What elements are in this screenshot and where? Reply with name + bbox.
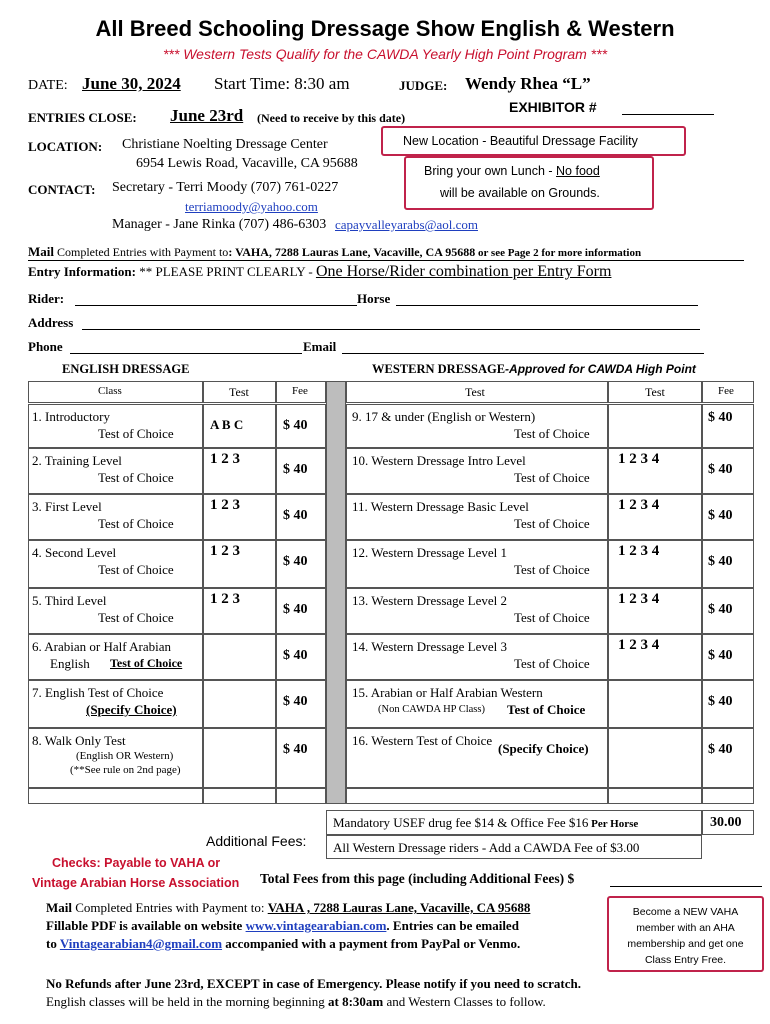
- fillable-pdf-line: Fillable PDF is available on website www.vintagearabian.com. Entries can be emailed: [46, 918, 519, 933]
- western-class-name: 11. Western Dressage Basic Level: [352, 499, 529, 514]
- english-test-cell: [203, 404, 276, 448]
- western-class-cell: [346, 588, 608, 634]
- email-label: Email: [303, 339, 337, 354]
- english-class-header: [28, 381, 203, 403]
- additional-fees-label: Additional Fees:: [206, 833, 307, 849]
- english-fee-header: [276, 381, 326, 403]
- western-test-options: 1 2 3 4: [618, 497, 660, 513]
- english-class-name: 8. Walk Only Test: [32, 733, 126, 748]
- start-time: Start Time: 8:30 am: [214, 74, 350, 93]
- western-class-name: 9. 17 & under (English or Western): [352, 409, 536, 424]
- entry-info-line: Entry Information: ** PLEASE PRINT CLEARLY - One Horse/Rider combination per Entry Form: [28, 263, 612, 280]
- english-fee-cell: [276, 404, 326, 448]
- horse-field[interactable]: [396, 305, 698, 306]
- western-fee-value: $ 40: [708, 554, 733, 569]
- english-empty-cell: [203, 788, 276, 804]
- manager-line: Manager - Jane Rinka (707) 486-6303: [112, 217, 327, 232]
- western-class-name: 16. Western Test of Choice: [352, 733, 493, 748]
- refunds-policy: No Refunds after June 23rd, EXCEPT in case of Emergency. Please notify if you need to scratch.: [46, 976, 582, 991]
- english-class-cell: [28, 404, 203, 448]
- usef-fee-amount: 30.00: [710, 815, 742, 830]
- western-class-cell: [346, 448, 608, 494]
- english-empty-cell: [28, 788, 203, 804]
- rider-field[interactable]: [75, 305, 357, 306]
- location-line-1: Christiane Noelting Dressage Center: [122, 137, 328, 152]
- english-class-cell: [28, 680, 203, 728]
- western-fee-value: $ 40: [708, 742, 733, 757]
- judge-value: Wendy Rhea “L”: [465, 74, 591, 93]
- contact-secretary: Secretary - Terri Moody (707) 761-0227: [112, 180, 339, 195]
- western-fee-value: $ 40: [708, 508, 733, 523]
- western-test-cell: [608, 448, 702, 494]
- english-class-detail: Test of Choice: [98, 516, 174, 531]
- western-test-header: [346, 381, 608, 403]
- western-fee-cell: [702, 634, 754, 680]
- western-class-detail: Test of Choice: [514, 656, 590, 671]
- english-test-col-label: Test: [229, 385, 249, 399]
- english-fee-value: $ 40: [283, 602, 308, 617]
- english-fee-cell: [276, 588, 326, 634]
- address-label: Address: [28, 315, 74, 330]
- entries-email-link[interactable]: Vintagearabian4@gmail.com: [59, 936, 223, 951]
- western-class-detail: Test of Choice: [514, 562, 590, 577]
- western-fee-col-label: Fee: [718, 385, 734, 397]
- western-class-note: (Non CAWDA HP Class): [378, 704, 485, 715]
- english-class-name: 7. English Test of Choice: [32, 685, 164, 700]
- english-heading: ENGLISH DRESSAGE: [62, 362, 190, 376]
- english-fee-cell: [276, 634, 326, 680]
- page-subtitle: *** Western Tests Qualify for the CAWDA Yearly High Point Program ***: [162, 46, 608, 62]
- western-class-cell: [346, 680, 608, 728]
- english-empty-cell: [276, 788, 326, 804]
- date-label: DATE:: [28, 78, 68, 93]
- aha-line-1: Become a NEW VAHA: [632, 906, 739, 918]
- english-class-detail: Test of Choice: [98, 470, 174, 485]
- website-link[interactable]: www.vintagearabian.com: [245, 918, 387, 933]
- english-test-options: 1 2 3: [210, 497, 240, 513]
- total-fees-label: Total Fees from this page (including Additional Fees) $: [260, 871, 575, 886]
- contact-label: CONTACT:: [28, 182, 96, 197]
- english-fee-cell: [276, 494, 326, 540]
- english-test-cell: [203, 494, 276, 540]
- english-fee-value: $ 40: [283, 554, 308, 569]
- secretary-email-link[interactable]: terriamoody@yahoo.com: [185, 199, 318, 214]
- cawda-fee-row: [326, 835, 702, 859]
- western-fee-cell: [702, 540, 754, 588]
- western-test-options: 1 2 3 4: [618, 591, 660, 607]
- english-class-cell: [28, 588, 203, 634]
- checks-payable-line-1: Checks: Payable to VAHA or: [52, 856, 221, 870]
- usef-fee-amount-cell: [702, 810, 754, 835]
- total-fees-field[interactable]: [610, 886, 762, 887]
- western-test-num-header: [608, 381, 702, 403]
- western-class-cell: [346, 540, 608, 588]
- western-class-cell: [346, 404, 608, 448]
- english-fee-cell: [276, 448, 326, 494]
- western-test-cell: [608, 540, 702, 588]
- western-class-name: 15. Arabian or Half Arabian Western: [352, 685, 543, 700]
- english-class-name: 1. Introductory: [32, 409, 110, 424]
- western-fee-value: $ 40: [708, 694, 733, 709]
- exhibitor-label: EXHIBITOR #: [509, 99, 597, 115]
- aha-line-3: membership and get one: [627, 938, 744, 950]
- western-class-name: 13. Western Dressage Level 2: [352, 593, 508, 608]
- location-label: LOCATION:: [28, 139, 103, 154]
- judge-label: JUDGE:: [399, 78, 448, 93]
- western-class-detail: Test of Choice: [514, 516, 590, 531]
- western-class-name: 12. Western Dressage Level 1: [352, 545, 508, 560]
- english-test-cell: [203, 588, 276, 634]
- western-test-cell: [608, 588, 702, 634]
- western-test-col-label: Test: [465, 385, 485, 399]
- english-test-options: 1 2 3: [210, 591, 240, 607]
- english-test-cell: [203, 728, 276, 788]
- western-fee-value: $ 40: [708, 462, 733, 477]
- english-fee-value: $ 40: [283, 418, 308, 433]
- exhibitor-number-line[interactable]: [622, 114, 714, 115]
- english-class-name: 4. Second Level: [32, 545, 117, 560]
- western-class-detail: Test of Choice: [514, 470, 590, 485]
- english-class-detail: (English OR Western): [76, 750, 174, 762]
- western-test-options: 1 2 3 4: [618, 543, 660, 559]
- western-class-detail-bold: Test of Choice: [507, 702, 586, 717]
- english-class-detail: English: [50, 656, 90, 671]
- location-line-2: 6954 Lewis Road, Vacaville, CA 95688: [136, 156, 358, 171]
- aha-membership-box: [607, 896, 764, 972]
- email-entries-line: to Vintagearabian4@gmail.com accompanied with a payment from PayPal or Venmo.: [46, 936, 521, 951]
- english-test-cell: [203, 680, 276, 728]
- english-class-col-label: Class: [98, 385, 122, 397]
- english-fee-cell: [276, 680, 326, 728]
- english-class-cell: [28, 634, 203, 680]
- western-fee-cell: [702, 494, 754, 540]
- english-fee-cell: [276, 540, 326, 588]
- english-fee-value: $ 40: [283, 462, 308, 477]
- western-empty-cell: [702, 788, 754, 804]
- english-class-name: 2. Training Level: [32, 453, 122, 468]
- western-fee-value: $ 40: [708, 648, 733, 663]
- western-fee-cell: [702, 404, 754, 448]
- western-test-cell: [608, 634, 702, 680]
- english-class-detail-bold: Test of Choice: [110, 656, 183, 670]
- western-class-cell: [346, 728, 608, 788]
- rider-label: Rider:: [28, 291, 65, 306]
- western-fee-value: $ 40: [708, 410, 733, 425]
- western-class-name: 14. Western Dressage Level 3: [352, 639, 508, 654]
- english-fee-value: $ 40: [283, 742, 308, 757]
- western-fee-cell: [702, 728, 754, 788]
- checks-payable-line-2: Vintage Arabian Horse Association: [32, 876, 240, 890]
- english-class-cell: [28, 540, 203, 588]
- western-test-options: 1 2 3 4: [618, 637, 660, 653]
- western-class-cell: [346, 494, 608, 540]
- lunch-line-2: will be available on Grounds.: [440, 186, 600, 200]
- western-class-name: 10. Western Dressage Intro Level: [352, 453, 526, 468]
- mail-line: Mail Completed Entries with Payment to: VAHA, 7288 Lauras Lane, Vacaville, CA 95688 or see Page 2 for more information: [28, 244, 642, 259]
- english-fee-cell: [276, 728, 326, 788]
- table-separator: [326, 381, 346, 804]
- western-test-cell: [608, 404, 702, 448]
- english-class-cell: [28, 494, 203, 540]
- english-class-name: 5. Third Level: [32, 593, 107, 608]
- english-test-cell: [203, 448, 276, 494]
- usef-fee-text: Mandatory USEF drug fee $14 & Office Fee $16 Per Horse: [333, 815, 639, 830]
- date-value: June 30, 2024: [82, 74, 181, 93]
- lunch-box: [404, 156, 654, 210]
- english-fee-col-label: Fee: [292, 385, 308, 397]
- address-field[interactable]: [82, 329, 700, 330]
- lunch-line-1: Bring your own Lunch - No food: [424, 164, 600, 178]
- new-location-text: New Location - Beautiful Dressage Facility: [403, 134, 638, 148]
- english-test-cell: [203, 540, 276, 588]
- english-class-name: 6. Arabian or Half Arabian: [32, 639, 171, 654]
- manager-email-link[interactable]: capayvalleyarabs@aol.com: [335, 217, 478, 232]
- western-fee-header: [702, 381, 754, 403]
- aha-line-4: Class Entry Free.: [644, 954, 727, 966]
- english-test-cell: [203, 634, 276, 680]
- western-test-cell: [608, 494, 702, 540]
- western-fee-cell: [702, 448, 754, 494]
- western-test-num-col-label: Test: [645, 385, 665, 399]
- english-class-cell: [28, 728, 203, 788]
- aha-line-2: member with an AHA: [636, 922, 735, 934]
- new-location-box: [381, 126, 686, 156]
- usef-fee-row: [326, 810, 702, 835]
- english-test-header: [203, 381, 276, 403]
- english-class-note: (**See rule on 2nd page): [70, 764, 181, 776]
- western-class-detail: (Specify Choice): [498, 741, 589, 756]
- horse-label: Horse: [357, 291, 391, 306]
- entries-close-label: ENTRIES CLOSE:: [28, 110, 137, 125]
- phone-field[interactable]: [70, 353, 302, 354]
- western-class-detail: Test of Choice: [514, 610, 590, 625]
- english-class-cell: [28, 448, 203, 494]
- western-test-cell: [608, 728, 702, 788]
- page-title: All Breed Schooling Dressage Show English & Western: [95, 16, 675, 41]
- bottom-mail-line: Mail Completed Entries with Payment to: VAHA , 7288 Lauras Lane, Vacaville, CA 95688: [46, 900, 531, 915]
- english-class-name: 3. First Level: [32, 499, 102, 514]
- entries-close-value: June 23rd: [170, 106, 244, 125]
- entries-close-note: (Need to receive by this date): [257, 111, 406, 125]
- western-fee-cell: [702, 680, 754, 728]
- western-test-options: 1 2 3 4: [618, 451, 660, 467]
- email-field[interactable]: [342, 353, 704, 354]
- english-class-detail: Test of Choice: [98, 426, 174, 441]
- phone-label: Phone: [28, 339, 63, 354]
- cawda-fee-text: All Western Dressage riders - Add a CAWDA Fee of $3.00: [333, 840, 640, 855]
- western-fee-value: $ 40: [708, 602, 733, 617]
- english-fee-value: $ 40: [283, 694, 308, 709]
- english-fee-value: $ 40: [283, 508, 308, 523]
- western-empty-cell: [346, 788, 608, 804]
- western-test-cell: [608, 680, 702, 728]
- english-test-options: 1 2 3: [210, 451, 240, 467]
- english-fee-value: $ 40: [283, 648, 308, 663]
- mail-divider: [28, 260, 744, 261]
- english-class-detail: Test of Choice: [98, 562, 174, 577]
- western-class-cell: [346, 634, 608, 680]
- english-class-detail: (Specify Choice): [86, 702, 177, 717]
- western-heading: WESTERN DRESSAGE-Approved for CAWDA High Point: [372, 362, 696, 376]
- western-fee-cell: [702, 588, 754, 634]
- english-class-detail: Test of Choice: [98, 610, 174, 625]
- english-test-options: A B C: [210, 417, 244, 432]
- western-class-detail: Test of Choice: [514, 426, 590, 441]
- class-schedule-line: English classes will be held in the morning beginning at 8:30am and Western Classes to follow.: [46, 994, 546, 1009]
- english-test-options: 1 2 3: [210, 543, 240, 559]
- western-empty-cell: [608, 788, 702, 804]
